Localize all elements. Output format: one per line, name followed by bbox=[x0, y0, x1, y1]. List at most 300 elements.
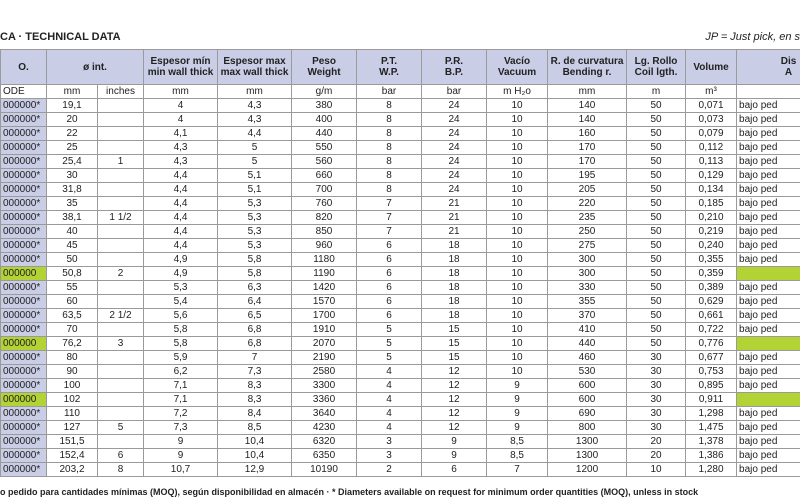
weight-cell: 850 bbox=[292, 225, 357, 239]
working-pressure-cell: 4 bbox=[357, 407, 422, 421]
max-wall-cell: 5,1 bbox=[218, 169, 292, 183]
diameter-mm-cell: 80 bbox=[47, 351, 98, 365]
min-wall-cell: 7,2 bbox=[144, 407, 218, 421]
table-row bbox=[1, 351, 800, 365]
max-wall-cell: 10,4 bbox=[218, 435, 292, 449]
diameter-mm-cell: 45 bbox=[47, 239, 98, 253]
diameter-mm-cell: 110 bbox=[47, 407, 98, 421]
bending-radius-cell: 530 bbox=[548, 365, 627, 379]
weight-cell: 1180 bbox=[292, 253, 357, 267]
bending-radius-cell: 440 bbox=[548, 337, 627, 351]
header-max-wall: Espesor max max wall thick bbox=[218, 50, 292, 85]
code-cell: 000000* bbox=[1, 351, 47, 365]
diameter-mm-cell: 127 bbox=[47, 421, 98, 435]
volume-cell: 0,911 bbox=[686, 393, 737, 407]
coil-length-cell: 30 bbox=[627, 407, 686, 421]
working-pressure-cell: 6 bbox=[357, 239, 422, 253]
volume-cell: 0,079 bbox=[686, 127, 737, 141]
diameter-inch-cell bbox=[98, 141, 144, 155]
diameter-mm-cell: 90 bbox=[47, 365, 98, 379]
burst-pressure-cell: 21 bbox=[422, 211, 487, 225]
coil-length-cell: 30 bbox=[627, 421, 686, 435]
bending-radius-cell: 330 bbox=[548, 281, 627, 295]
max-wall-cell: 5 bbox=[218, 155, 292, 169]
min-wall-cell: 4,3 bbox=[144, 155, 218, 169]
diameter-inch-cell bbox=[98, 253, 144, 267]
code-cell: 000000* bbox=[1, 463, 47, 477]
diameter-inch-cell bbox=[98, 365, 144, 379]
diameter-inch-cell bbox=[98, 407, 144, 421]
working-pressure-cell: 4 bbox=[357, 421, 422, 435]
unit-cell: inches bbox=[98, 85, 144, 99]
table-row bbox=[1, 281, 800, 295]
weight-cell: 4230 bbox=[292, 421, 357, 435]
diameter-inch-cell bbox=[98, 197, 144, 211]
vacuum-cell: 10 bbox=[487, 141, 548, 155]
volume-cell: 0,753 bbox=[686, 365, 737, 379]
table-row bbox=[1, 463, 800, 477]
weight-cell: 550 bbox=[292, 141, 357, 155]
coil-length-cell: 50 bbox=[627, 337, 686, 351]
weight-cell: 1420 bbox=[292, 281, 357, 295]
weight-cell: 2190 bbox=[292, 351, 357, 365]
weight-cell: 3640 bbox=[292, 407, 357, 421]
vacuum-cell: 9 bbox=[487, 393, 548, 407]
min-wall-cell: 4,9 bbox=[144, 267, 218, 281]
working-pressure-cell: 3 bbox=[357, 449, 422, 463]
min-wall-cell: 5,6 bbox=[144, 309, 218, 323]
diameter-mm-cell: 20 bbox=[47, 113, 98, 127]
diameter-mm-cell: 25 bbox=[47, 141, 98, 155]
just-pick-note: JP = Just pick, en s bbox=[705, 31, 800, 43]
table-row bbox=[1, 421, 800, 435]
unit-cell: mm bbox=[548, 85, 627, 99]
min-wall-cell: 4,4 bbox=[144, 225, 218, 239]
weight-cell: 1910 bbox=[292, 323, 357, 337]
weight-cell: 1700 bbox=[292, 309, 357, 323]
min-wall-cell: 7,1 bbox=[144, 393, 218, 407]
unit-cell: ODE bbox=[1, 85, 47, 99]
working-pressure-cell: 8 bbox=[357, 113, 422, 127]
table-row bbox=[1, 407, 800, 421]
working-pressure-cell: 8 bbox=[357, 127, 422, 141]
availability-cell: bajo ped bbox=[737, 127, 800, 141]
code-cell: 000000* bbox=[1, 141, 47, 155]
burst-pressure-cell: 12 bbox=[422, 407, 487, 421]
max-wall-cell: 8,3 bbox=[218, 379, 292, 393]
burst-pressure-cell: 21 bbox=[422, 225, 487, 239]
table-row bbox=[1, 183, 800, 197]
bending-radius-cell: 690 bbox=[548, 407, 627, 421]
coil-length-cell: 30 bbox=[627, 393, 686, 407]
availability-cell: bajo ped bbox=[737, 421, 800, 435]
max-wall-cell: 6,8 bbox=[218, 323, 292, 337]
weight-cell: 3300 bbox=[292, 379, 357, 393]
diameter-inch-cell: 2 1/2 bbox=[98, 309, 144, 323]
header-min-wall: Espesor mín min wall thick bbox=[144, 50, 218, 85]
vacuum-cell: 10 bbox=[487, 337, 548, 351]
code-cell: 000000* bbox=[1, 421, 47, 435]
code-cell: 000000* bbox=[1, 295, 47, 309]
table-row bbox=[1, 449, 800, 463]
vacuum-cell: 9 bbox=[487, 407, 548, 421]
working-pressure-cell: 5 bbox=[357, 337, 422, 351]
working-pressure-cell: 8 bbox=[357, 99, 422, 113]
max-wall-cell: 8,5 bbox=[218, 421, 292, 435]
min-wall-cell: 6,2 bbox=[144, 365, 218, 379]
availability-cell bbox=[737, 337, 800, 351]
working-pressure-cell: 6 bbox=[357, 253, 422, 267]
burst-pressure-cell: 12 bbox=[422, 421, 487, 435]
unit-cell: mm bbox=[47, 85, 98, 99]
weight-cell: 1190 bbox=[292, 267, 357, 281]
diameter-mm-cell: 19,1 bbox=[47, 99, 98, 113]
table-row bbox=[1, 323, 800, 337]
unit-cell bbox=[737, 85, 800, 99]
bending-radius-cell: 1300 bbox=[548, 435, 627, 449]
max-wall-cell: 5,8 bbox=[218, 253, 292, 267]
diameter-mm-cell: 55 bbox=[47, 281, 98, 295]
coil-length-cell: 10 bbox=[627, 463, 686, 477]
bending-radius-cell: 170 bbox=[548, 155, 627, 169]
burst-pressure-cell: 24 bbox=[422, 127, 487, 141]
bending-radius-cell: 1200 bbox=[548, 463, 627, 477]
code-cell: 000000 bbox=[1, 267, 47, 281]
table-row bbox=[1, 141, 800, 155]
volume-cell: 0,071 bbox=[686, 99, 737, 113]
min-wall-cell: 7,3 bbox=[144, 421, 218, 435]
code-cell: 000000* bbox=[1, 113, 47, 127]
burst-pressure-cell: 18 bbox=[422, 267, 487, 281]
diameter-mm-cell: 100 bbox=[47, 379, 98, 393]
volume-cell: 0,895 bbox=[686, 379, 737, 393]
vacuum-cell: 10 bbox=[487, 281, 548, 295]
weight-cell: 380 bbox=[292, 99, 357, 113]
availability-cell bbox=[737, 267, 800, 281]
weight-cell: 3360 bbox=[292, 393, 357, 407]
vacuum-cell: 10 bbox=[487, 113, 548, 127]
vacuum-cell: 8,5 bbox=[487, 435, 548, 449]
vacuum-cell: 10 bbox=[487, 295, 548, 309]
table-row bbox=[1, 155, 800, 169]
vacuum-cell: 10 bbox=[487, 183, 548, 197]
volume-cell: 0,185 bbox=[686, 197, 737, 211]
coil-length-cell: 20 bbox=[627, 435, 686, 449]
volume-cell: 0,776 bbox=[686, 337, 737, 351]
diameter-mm-cell: 50,8 bbox=[47, 267, 98, 281]
weight-cell: 6320 bbox=[292, 435, 357, 449]
diameter-inch-cell bbox=[98, 127, 144, 141]
max-wall-cell: 6,8 bbox=[218, 337, 292, 351]
burst-pressure-cell: 18 bbox=[422, 281, 487, 295]
max-wall-cell: 4,3 bbox=[218, 99, 292, 113]
diameter-inch-cell bbox=[98, 225, 144, 239]
volume-cell: 0,240 bbox=[686, 239, 737, 253]
vacuum-cell: 9 bbox=[487, 421, 548, 435]
table-row bbox=[1, 239, 800, 253]
max-wall-cell: 5,3 bbox=[218, 211, 292, 225]
burst-pressure-cell: 9 bbox=[422, 449, 487, 463]
working-pressure-cell: 2 bbox=[357, 463, 422, 477]
weight-cell: 660 bbox=[292, 169, 357, 183]
availability-cell: bajo ped bbox=[737, 463, 800, 477]
min-wall-cell: 5,8 bbox=[144, 323, 218, 337]
table-row bbox=[1, 253, 800, 267]
diameter-inch-cell: 1 bbox=[98, 155, 144, 169]
vacuum-cell: 10 bbox=[487, 267, 548, 281]
weight-cell: 2580 bbox=[292, 365, 357, 379]
code-cell: 000000* bbox=[1, 449, 47, 463]
units-row bbox=[1, 85, 800, 99]
volume-cell: 0,134 bbox=[686, 183, 737, 197]
code-cell: 000000* bbox=[1, 309, 47, 323]
availability-cell: bajo ped bbox=[737, 113, 800, 127]
diameter-mm-cell: 102 bbox=[47, 393, 98, 407]
bending-radius-cell: 370 bbox=[548, 309, 627, 323]
unit-cell: bar bbox=[357, 85, 422, 99]
diameter-inch-cell bbox=[98, 99, 144, 113]
availability-cell: bajo ped bbox=[737, 197, 800, 211]
max-wall-cell: 5,3 bbox=[218, 197, 292, 211]
min-wall-cell: 9 bbox=[144, 449, 218, 463]
diameter-inch-cell: 3 bbox=[98, 337, 144, 351]
coil-length-cell: 50 bbox=[627, 267, 686, 281]
bending-radius-cell: 140 bbox=[548, 113, 627, 127]
code-cell: 000000* bbox=[1, 407, 47, 421]
diameter-mm-cell: 40 bbox=[47, 225, 98, 239]
diameter-mm-cell: 30 bbox=[47, 169, 98, 183]
diameter-inch-cell bbox=[98, 435, 144, 449]
vacuum-cell: 10 bbox=[487, 99, 548, 113]
burst-pressure-cell: 18 bbox=[422, 253, 487, 267]
code-cell: 000000* bbox=[1, 239, 47, 253]
burst-pressure-cell: 24 bbox=[422, 141, 487, 155]
availability-cell: bajo ped bbox=[737, 253, 800, 267]
availability-cell: bajo ped bbox=[737, 183, 800, 197]
diameter-mm-cell: 22 bbox=[47, 127, 98, 141]
working-pressure-cell: 6 bbox=[357, 281, 422, 295]
code-cell: 000000* bbox=[1, 169, 47, 183]
code-cell: 000000* bbox=[1, 435, 47, 449]
vacuum-cell: 10 bbox=[487, 225, 548, 239]
coil-length-cell: 50 bbox=[627, 169, 686, 183]
diameter-mm-cell: 25,4 bbox=[47, 155, 98, 169]
volume-cell: 1,378 bbox=[686, 435, 737, 449]
working-pressure-cell: 5 bbox=[357, 351, 422, 365]
burst-pressure-cell: 15 bbox=[422, 323, 487, 337]
volume-cell: 0,359 bbox=[686, 267, 737, 281]
min-wall-cell: 4,4 bbox=[144, 183, 218, 197]
coil-length-cell: 30 bbox=[627, 379, 686, 393]
bending-radius-cell: 355 bbox=[548, 295, 627, 309]
table-row bbox=[1, 393, 800, 407]
diameter-mm-cell: 35 bbox=[47, 197, 98, 211]
coil-length-cell: 30 bbox=[627, 365, 686, 379]
bending-radius-cell: 600 bbox=[548, 393, 627, 407]
availability-cell: bajo ped bbox=[737, 435, 800, 449]
table-row bbox=[1, 113, 800, 127]
vacuum-cell: 10 bbox=[487, 351, 548, 365]
unit-cell: m H₂o bbox=[487, 85, 548, 99]
burst-pressure-cell: 12 bbox=[422, 393, 487, 407]
code-cell: 000000* bbox=[1, 253, 47, 267]
min-wall-cell: 4 bbox=[144, 113, 218, 127]
working-pressure-cell: 6 bbox=[357, 295, 422, 309]
diameter-inch-cell bbox=[98, 379, 144, 393]
volume-cell: 0,722 bbox=[686, 323, 737, 337]
max-wall-cell: 5,1 bbox=[218, 183, 292, 197]
header-availability: Dis A bbox=[737, 50, 800, 85]
max-wall-cell: 5,3 bbox=[218, 225, 292, 239]
burst-pressure-cell: 24 bbox=[422, 155, 487, 169]
burst-pressure-cell: 21 bbox=[422, 197, 487, 211]
table-row bbox=[1, 99, 800, 113]
max-wall-cell: 5,8 bbox=[218, 267, 292, 281]
bending-radius-cell: 170 bbox=[548, 141, 627, 155]
table-row bbox=[1, 225, 800, 239]
working-pressure-cell: 8 bbox=[357, 155, 422, 169]
bending-radius-cell: 275 bbox=[548, 239, 627, 253]
coil-length-cell: 50 bbox=[627, 197, 686, 211]
min-wall-cell: 10,7 bbox=[144, 463, 218, 477]
bending-radius-cell: 250 bbox=[548, 225, 627, 239]
coil-length-cell: 50 bbox=[627, 281, 686, 295]
diameter-inch-cell bbox=[98, 351, 144, 365]
max-wall-cell: 4,4 bbox=[218, 127, 292, 141]
volume-cell: 0,210 bbox=[686, 211, 737, 225]
diameter-mm-cell: 38,1 bbox=[47, 211, 98, 225]
bending-radius-cell: 220 bbox=[548, 197, 627, 211]
volume-cell: 0,113 bbox=[686, 155, 737, 169]
table-body bbox=[1, 99, 800, 477]
weight-cell: 400 bbox=[292, 113, 357, 127]
coil-length-cell: 50 bbox=[627, 113, 686, 127]
diameter-inch-cell: 6 bbox=[98, 449, 144, 463]
max-wall-cell: 6,3 bbox=[218, 281, 292, 295]
code-cell: 000000* bbox=[1, 183, 47, 197]
volume-cell: 0,355 bbox=[686, 253, 737, 267]
min-wall-cell: 4,4 bbox=[144, 211, 218, 225]
bending-radius-cell: 195 bbox=[548, 169, 627, 183]
volume-cell: 1,280 bbox=[686, 463, 737, 477]
working-pressure-cell: 7 bbox=[357, 197, 422, 211]
working-pressure-cell: 3 bbox=[357, 435, 422, 449]
availability-cell: bajo ped bbox=[737, 141, 800, 155]
weight-cell: 820 bbox=[292, 211, 357, 225]
diameter-inch-cell bbox=[98, 239, 144, 253]
header-weight: Peso Weight bbox=[292, 50, 357, 85]
bending-radius-cell: 140 bbox=[548, 99, 627, 113]
working-pressure-cell: 8 bbox=[357, 183, 422, 197]
diameter-inch-cell bbox=[98, 183, 144, 197]
availability-cell: bajo ped bbox=[737, 155, 800, 169]
vacuum-cell: 7 bbox=[487, 463, 548, 477]
diameter-inch-cell bbox=[98, 393, 144, 407]
table-row bbox=[1, 295, 800, 309]
min-wall-cell: 7,1 bbox=[144, 379, 218, 393]
header-code: O. bbox=[1, 50, 47, 85]
diameter-mm-cell: 152,4 bbox=[47, 449, 98, 463]
min-wall-cell: 5,8 bbox=[144, 337, 218, 351]
code-cell: 000000* bbox=[1, 211, 47, 225]
max-wall-cell: 7 bbox=[218, 351, 292, 365]
availability-cell: bajo ped bbox=[737, 169, 800, 183]
bending-radius-cell: 460 bbox=[548, 351, 627, 365]
working-pressure-cell: 7 bbox=[357, 225, 422, 239]
diameter-inch-cell: 1 1/2 bbox=[98, 211, 144, 225]
availability-cell: bajo ped bbox=[737, 239, 800, 253]
weight-cell: 440 bbox=[292, 127, 357, 141]
burst-pressure-cell: 18 bbox=[422, 239, 487, 253]
availability-cell bbox=[737, 393, 800, 407]
max-wall-cell: 5 bbox=[218, 141, 292, 155]
availability-cell: bajo ped bbox=[737, 449, 800, 463]
bending-radius-cell: 600 bbox=[548, 379, 627, 393]
burst-pressure-cell: 12 bbox=[422, 365, 487, 379]
burst-pressure-cell: 15 bbox=[422, 337, 487, 351]
volume-cell: 0,073 bbox=[686, 113, 737, 127]
burst-pressure-cell: 15 bbox=[422, 351, 487, 365]
volume-cell: 0,129 bbox=[686, 169, 737, 183]
availability-cell: bajo ped bbox=[737, 99, 800, 113]
bending-radius-cell: 160 bbox=[548, 127, 627, 141]
table-row bbox=[1, 211, 800, 225]
max-wall-cell: 10,4 bbox=[218, 449, 292, 463]
min-wall-cell: 4,9 bbox=[144, 253, 218, 267]
table-row bbox=[1, 337, 800, 351]
min-wall-cell: 9 bbox=[144, 435, 218, 449]
code-cell: 000000 bbox=[1, 393, 47, 407]
header-inner-diameter: ø int. bbox=[47, 50, 144, 85]
vacuum-cell: 10 bbox=[487, 365, 548, 379]
diameter-mm-cell: 60 bbox=[47, 295, 98, 309]
diameter-inch-cell bbox=[98, 113, 144, 127]
technical-data-table bbox=[0, 49, 800, 477]
diameter-mm-cell: 70 bbox=[47, 323, 98, 337]
diameter-inch-cell: 8 bbox=[98, 463, 144, 477]
table-row bbox=[1, 309, 800, 323]
coil-length-cell: 50 bbox=[627, 323, 686, 337]
vacuum-cell: 10 bbox=[487, 169, 548, 183]
coil-length-cell: 50 bbox=[627, 309, 686, 323]
table-row bbox=[1, 197, 800, 211]
header-row bbox=[1, 50, 800, 85]
min-wall-cell: 4 bbox=[144, 99, 218, 113]
weight-cell: 1570 bbox=[292, 295, 357, 309]
bending-radius-cell: 235 bbox=[548, 211, 627, 225]
working-pressure-cell: 4 bbox=[357, 393, 422, 407]
working-pressure-cell: 7 bbox=[357, 211, 422, 225]
unit-cell: g/m bbox=[292, 85, 357, 99]
burst-pressure-cell: 6 bbox=[422, 463, 487, 477]
coil-length-cell: 50 bbox=[627, 211, 686, 225]
table-row bbox=[1, 127, 800, 141]
min-wall-cell: 4,3 bbox=[144, 141, 218, 155]
bending-radius-cell: 205 bbox=[548, 183, 627, 197]
header-vacuum: Vacío Vacuum bbox=[487, 50, 548, 85]
max-wall-cell: 4,3 bbox=[218, 113, 292, 127]
table-row bbox=[1, 267, 800, 281]
vacuum-cell: 8,5 bbox=[487, 449, 548, 463]
weight-cell: 2070 bbox=[292, 337, 357, 351]
volume-cell: 1,475 bbox=[686, 421, 737, 435]
table-row bbox=[1, 379, 800, 393]
max-wall-cell: 6,4 bbox=[218, 295, 292, 309]
section-title: CA · TECHNICAL DATA bbox=[0, 31, 121, 43]
volume-cell: 1,386 bbox=[686, 449, 737, 463]
min-wall-cell: 4,4 bbox=[144, 197, 218, 211]
header-volume: Volume bbox=[686, 50, 737, 85]
